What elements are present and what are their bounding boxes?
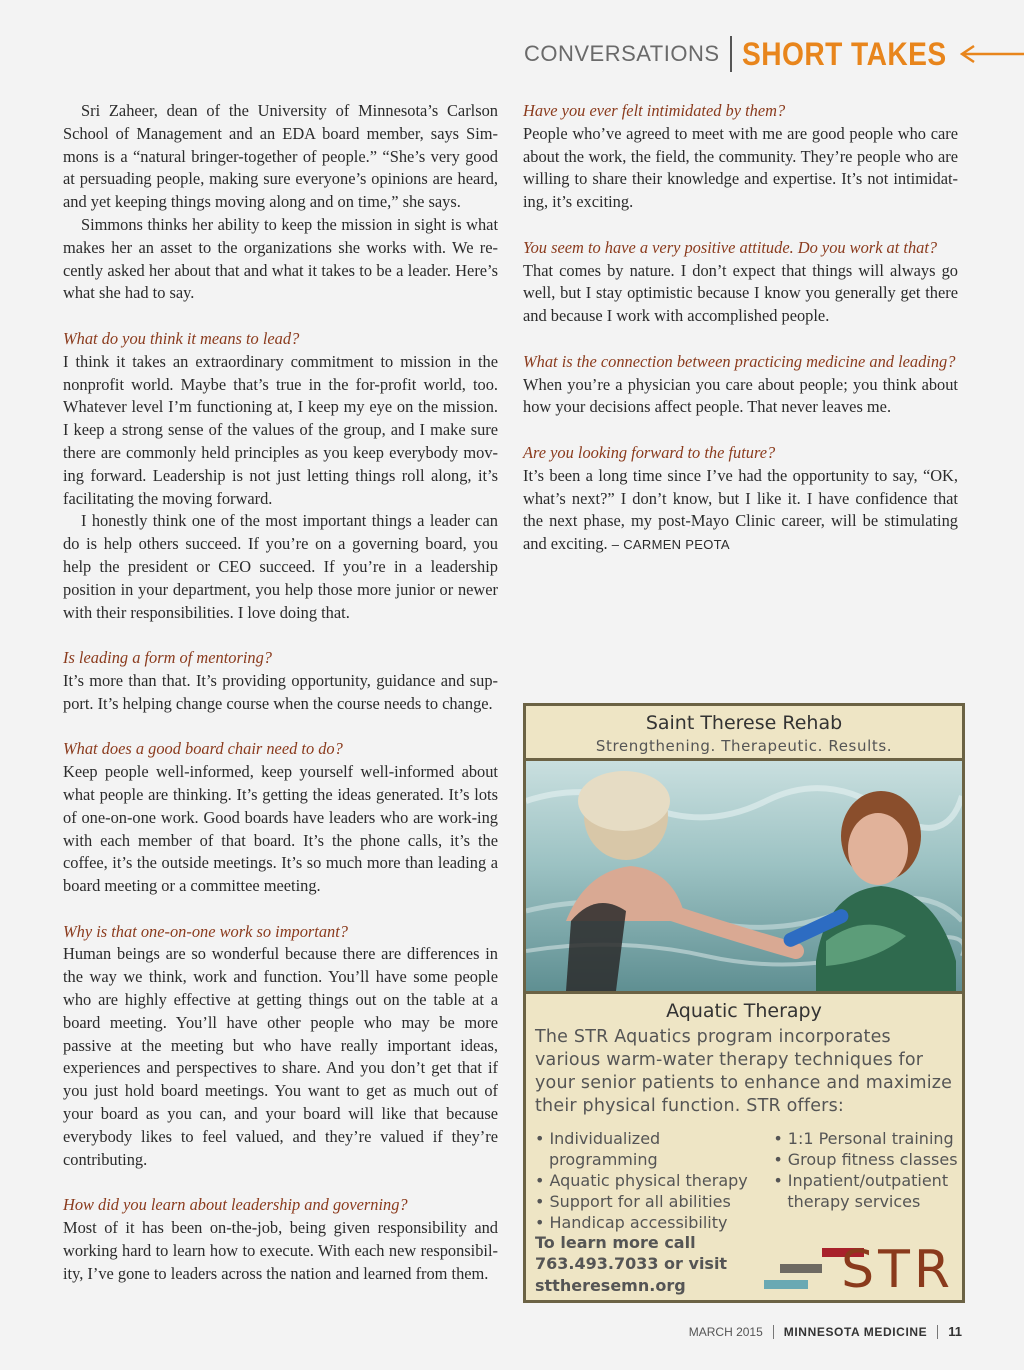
article-paragraph — [63, 670, 498, 716]
question-text: You seem to have a very positive attitude. Do you work at that? — [523, 237, 938, 257]
paragraph-text: It’s been a long time since I’ve had the opportunity to say, “OK, what’s next?” I don’t know, but I like it. I have confidence that the next phase, my post-Mayo Clinic career, will be stimulating and exciting. — [523, 465, 958, 554]
service-item: • Group fitness classes — [773, 1149, 962, 1170]
article-paragraph — [63, 1217, 498, 1285]
ad-website-link[interactable]: sttheresemn.org — [535, 1275, 686, 1295]
ad-title: Saint Therese Rehab — [645, 712, 843, 734]
paragraph-text: Most of it has been on-the-job, being given responsibility and working hard to learn how to execute. With each new responsibil-ity, I’ve gone to leaders across the nation and learned from them. — [63, 1218, 498, 1283]
interview-question — [523, 237, 958, 260]
interview-question — [63, 738, 498, 761]
article-paragraph — [523, 374, 958, 420]
aquatic-therapy-photo — [526, 761, 962, 991]
ad-phone: 763.493.7033 or visit — [535, 1254, 728, 1273]
article-left-column — [63, 100, 498, 1285]
paragraph-text: Sri Zaheer, dean of the University of Minnesota’s Carlson School of Management and an EDA board member, says Sim-mons is a “natural bringer-together of people.” “She’s very good at persuading people, making sure everyone’s opinions are heard, and yet keeping things moving along and on time,” she says. — [63, 101, 498, 212]
service-item: • 1:1 Personal training — [773, 1128, 962, 1149]
article-paragraph — [63, 761, 498, 898]
ad-contact — [535, 1232, 727, 1297]
paragraph-text: I think it takes an extraordinary commitment to mission in the nonprofit world. Maybe that’s true in the for-profit world, too. Whatever level I’m functioning at, I keep my eye on the mission. I keep a strong sense of the values of the group, and I make sure there are commonly held principles as you keep everybody mov-ing forward. Leadership is not just letting things roll along, it’s facilitating the moving forward. — [63, 351, 498, 508]
logo-bar-teal — [764, 1280, 808, 1289]
article-paragraph — [63, 100, 498, 214]
section-title: SHORT TAKES — [741, 35, 947, 72]
question-text: What do you think it means to lead? — [63, 328, 300, 348]
paragraph-text: I honestly think one of the most important things a leader can do is help others succeed. If you’re on a governing board, you help the president or CEO succeed. If you’re in a leadership position in your department, you help those more junior or newer with their responsibilities. I love doing that. — [63, 511, 498, 622]
header-divider — [730, 36, 732, 72]
question-text: How did you learn about leadership and governing? — [63, 1195, 408, 1215]
ad-cta-line: To learn more call — [535, 1232, 696, 1252]
service-item: • Inpatient/outpatient therapy services — [773, 1170, 962, 1212]
ad-photo — [526, 761, 962, 994]
footer-divider — [773, 1325, 774, 1339]
article-paragraph — [63, 510, 498, 624]
interview-question — [523, 442, 958, 465]
section-label: CONVERSATIONS — [523, 41, 720, 66]
logo-bar-gray — [780, 1264, 822, 1273]
ad-heading: Aquatic Therapy — [666, 1000, 822, 1022]
article-paragraph — [523, 465, 958, 557]
magazine-name: MINNESOTA MEDICINE — [783, 1324, 928, 1339]
service-item: • Handicap accessibility — [535, 1212, 773, 1233]
page-header — [524, 34, 1024, 74]
article-paragraph — [63, 351, 498, 511]
author-signature: – CARMEN PEOTA — [611, 537, 730, 553]
interview-question — [63, 328, 498, 351]
question-text: What is the connection between practicing medicine and leading? — [523, 351, 956, 371]
str-logo — [764, 1226, 954, 1300]
paragraph-text: Simmons thinks her ability to keep the mission in sight is what makes her an asset to the organizations she works with. We re-cently asked her about that and what it takes to be a leader. Here’s what she had to say. — [63, 214, 498, 303]
issue-date: MARCH 2015 — [688, 1324, 763, 1339]
ad-tagline: Strengthening. Therapeutic. Results. — [595, 737, 893, 755]
interview-question — [63, 1194, 498, 1217]
question-text: Why is that one-on-one work so important? — [63, 921, 348, 941]
footer-divider — [937, 1325, 938, 1339]
interview-question — [523, 100, 958, 123]
paragraph-text: Human beings are so wonderful because there are differences in the way we think, work and function. You’ll have some people who are highly effective at getting things out on the table at a board meeting. You’ll have other people who may be more passive at the meeting but who have really important ideas, experiences and perspectives to share. And you don’t get that if you just hold board meetings. You want to get as much out of your board as you can, and your board will like that because everybody likes to feel valued, and they’re valued if they’re contributing. — [63, 944, 498, 1169]
question-text: Are you looking forward to the future? — [523, 442, 776, 462]
question-text: Is leading a form of mentoring? — [63, 648, 272, 668]
logo-text: STR — [841, 1240, 954, 1300]
article-paragraph — [523, 123, 958, 214]
page-footer — [689, 1324, 962, 1339]
page-number: 11 — [948, 1324, 962, 1339]
article-right-column — [523, 100, 958, 557]
article-paragraph — [523, 260, 958, 328]
question-text: Have you ever felt intimidated by them? — [523, 101, 786, 120]
services-list-right — [773, 1128, 962, 1233]
article-paragraph — [63, 943, 498, 1171]
paragraph-text: When you’re a physician you care about people; you think about how your decisions affect people. That never leaves me. — [523, 374, 958, 417]
service-item: • Aquatic physical therapy — [535, 1170, 773, 1191]
question-text: What does a good board chair need to do? — [63, 739, 343, 759]
interview-question — [63, 647, 498, 670]
article-paragraph — [63, 214, 498, 305]
ad-body-text: The STR Aquatics program incorporates various warm-water therapy techniques for your senior patients to enhance and maximize their physical function. STR offers: — [535, 1027, 953, 1116]
ad-services-list — [526, 1118, 962, 1233]
ad-header — [526, 706, 962, 761]
paragraph-text: People who’ve agreed to meet with me are good people who care about the work, the field, the community. They’re people who are willing to share their knowledge and expertise. It’s not intimidat-ing, it’s exciting. — [523, 123, 958, 212]
advertisement — [523, 703, 965, 1303]
interview-question — [63, 921, 498, 944]
paragraph-text: It’s more than that. It’s providing opportunity, guidance and sup-port. It’s helping change course when the course needs to change. — [63, 670, 498, 713]
service-item: • Support for all abilities — [535, 1191, 773, 1212]
interview-question — [523, 351, 958, 374]
services-list-left — [535, 1128, 773, 1233]
paragraph-text: That comes by nature. I don’t expect that things will always go well, but I stay optimistic because I know you generally get there and because I work with accomplished people. — [523, 260, 958, 326]
service-item: • Individualized programming — [535, 1128, 773, 1170]
arrow-left-icon — [960, 44, 1024, 64]
paragraph-text: Keep people well-informed, keep yourself well-informed about what people are thinking. It’s getting the ideas generated. It’s lots of one-on-one work. Good boards have leaders who are work-ing with each member of that board. It’s the phone calls, it’s the coffee, it’s the outside meetings. It’s so much more than leading a board meeting or a committee meeting. — [63, 762, 498, 896]
